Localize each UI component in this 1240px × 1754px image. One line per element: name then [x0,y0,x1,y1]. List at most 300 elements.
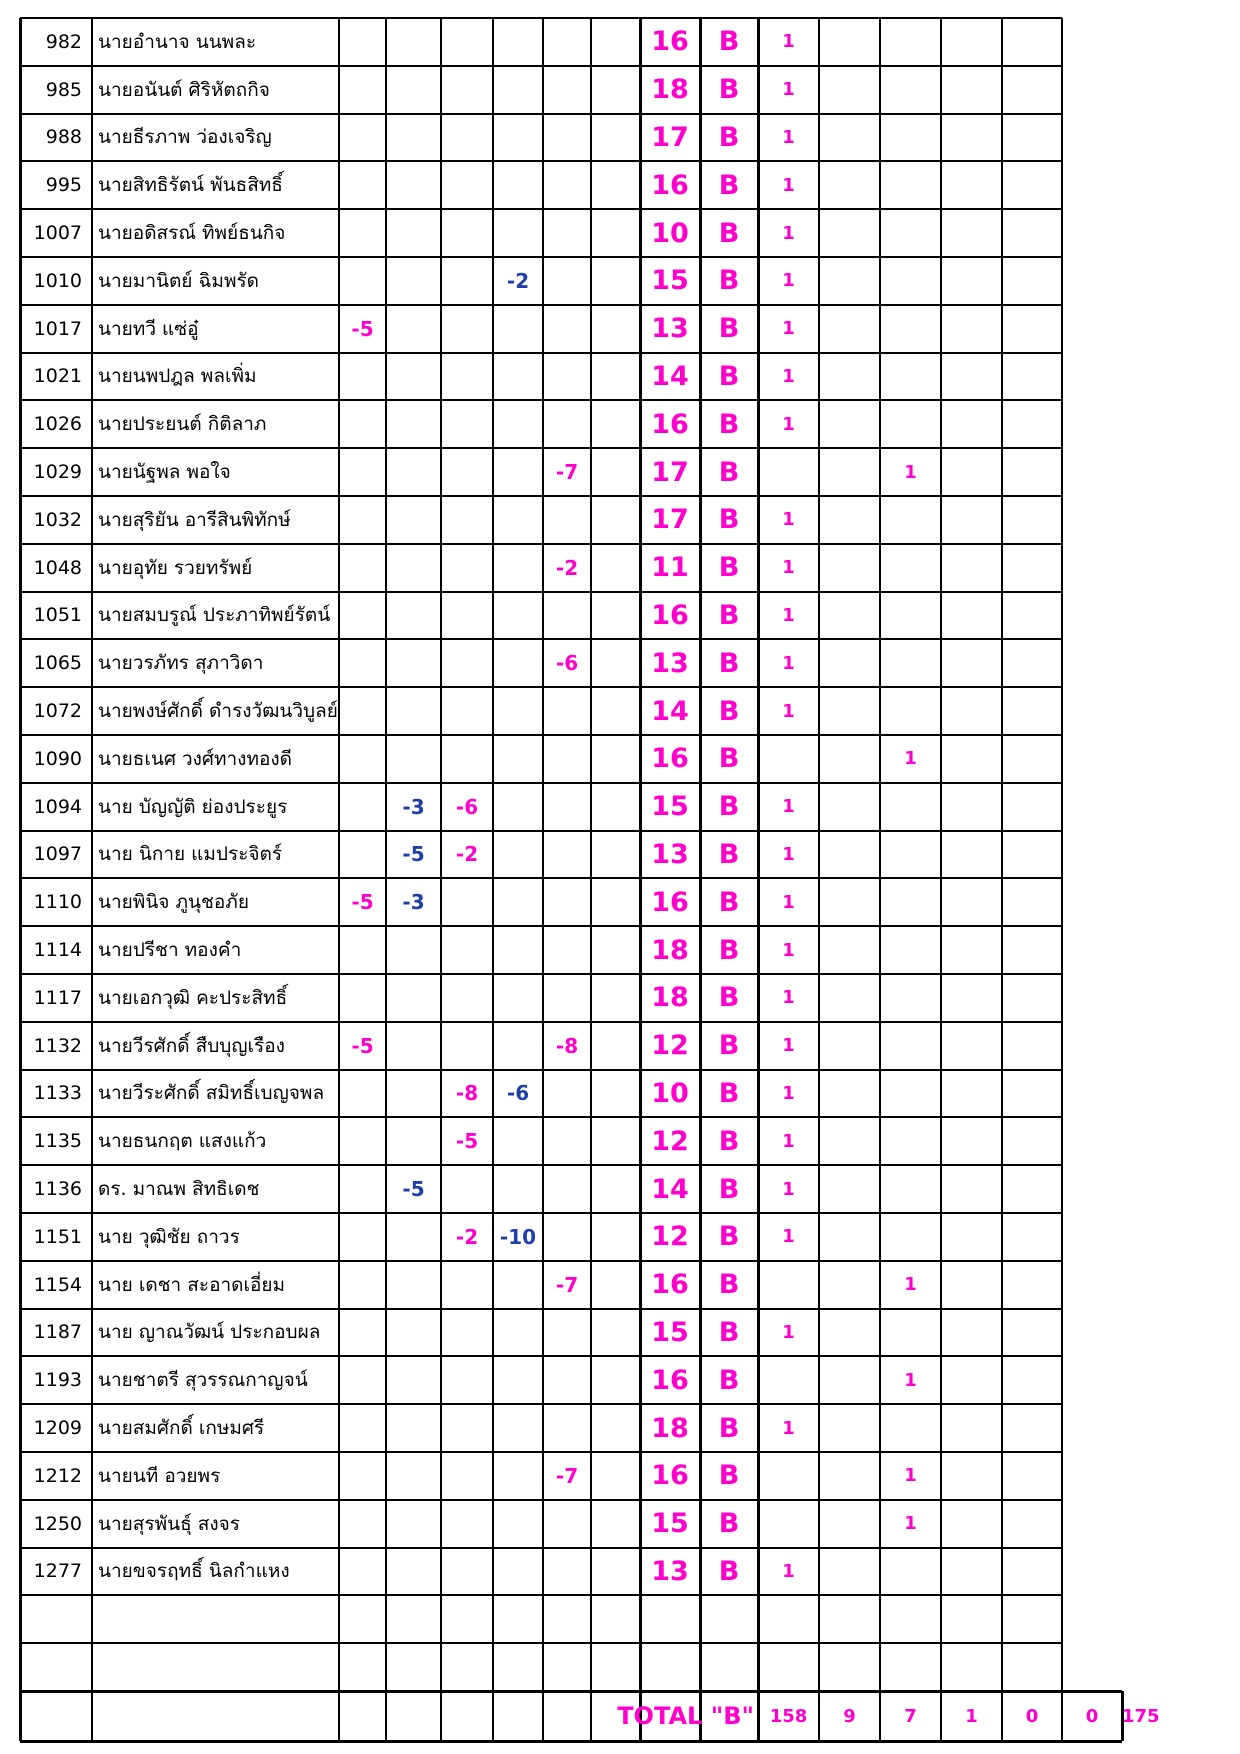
member-name: นายอุทัย รวยทรัพย์ [98,556,253,579]
count-cell: 1 [904,461,917,483]
grade-value: B [718,1508,740,1540]
deduction-cell [386,257,441,305]
count-cell [880,687,941,735]
score-value: 16 [651,599,689,631]
score-value: 17 [651,504,689,536]
deduction-cell [543,878,591,926]
deduction-cell [441,353,493,401]
deduction-cell [441,400,493,448]
score-value: 16 [651,1460,689,1492]
member-id: 1010 [33,269,82,292]
count-cell [941,209,1002,257]
grade-value: B [718,886,740,918]
count-cell [880,1213,941,1261]
count-cell [880,544,941,592]
deduction-cell [339,926,386,974]
count-cell: 1 [782,843,795,865]
deduction-cell [591,257,640,305]
member-name: นายเอกวุฒิ คะประสิทธิ์ [98,986,288,1009]
count-cell [758,735,819,783]
member-id: 1051 [33,604,82,627]
count-cell [819,209,880,257]
count-cell [880,18,941,66]
member-id: 1026 [33,413,82,436]
count-cell [1062,831,1122,879]
count-cell [1062,400,1122,448]
count-cell [1002,400,1062,448]
deduction-cell [493,639,543,687]
member-id [20,1595,92,1643]
score-value: 16 [651,1269,689,1301]
grade-value: B [718,360,740,392]
count-cell [941,353,1002,401]
deduction-cell [493,544,543,592]
count-cell [819,1643,880,1691]
score-value: 11 [651,552,689,584]
deduction-cell [493,1117,543,1165]
count-cell [941,161,1002,209]
count-cell [758,1643,819,1691]
score-value: 12 [651,1221,689,1253]
count-cell [819,544,880,592]
deduction-cell [339,783,386,831]
deduction-cell [339,257,386,305]
count-cell [880,257,941,305]
deduction-cell [493,831,543,879]
count-cell [1002,1548,1062,1596]
deduction-cell [339,544,386,592]
count-cell [1002,926,1062,974]
deduction-cell [493,974,543,1022]
score-value: 17 [651,121,689,153]
count-cell [1002,1070,1062,1118]
deduction-cell [386,592,441,640]
member-name: นายสมบรูณ์ ประภาทิพย์รัตน์ [98,604,331,627]
count-cell [1062,735,1122,783]
count-cell [941,639,1002,687]
deduction-cell [591,878,640,926]
deduction-cell [493,1261,543,1309]
count-cell [819,1261,880,1309]
count-cell [880,114,941,162]
deduction-cell [543,400,591,448]
count-cell [941,448,1002,496]
count-cell [880,1643,941,1691]
count-cell [880,831,941,879]
count-cell [1002,639,1062,687]
deduction-cell [591,1213,640,1261]
deduction-cell [493,687,543,735]
deduction-cell: -6 [555,651,579,676]
deduction-cell: -5 [351,1033,374,1058]
deduction-cell [493,1309,543,1357]
deduction-cell [339,831,386,879]
count-cell: 1 [782,509,795,531]
count-cell: 1 [782,652,795,674]
deduction-cell: -7 [555,1272,579,1297]
count-cell [941,544,1002,592]
deduction-cell [386,735,441,783]
count-cell [1062,1309,1122,1357]
deduction-cell [441,448,493,496]
member-id: 1193 [33,1369,82,1392]
count-cell [1062,496,1122,544]
deduction-cell [441,1261,493,1309]
deduction-cell [386,1452,441,1500]
count-cell [819,1213,880,1261]
deduction-cell [441,114,493,162]
score-value: 18 [651,1412,689,1444]
count-cell: 1 [782,270,795,292]
score-value: 15 [651,1316,689,1348]
grade-value: B [718,74,740,106]
deduction-cell [386,353,441,401]
member-id: 1212 [33,1464,82,1487]
score-value: 18 [651,982,689,1014]
count-cell [1062,1595,1122,1643]
count-cell [1062,1500,1122,1548]
deduction-cell [543,831,591,879]
member-id: 1007 [33,222,82,245]
deduction-cell [386,639,441,687]
count-cell [941,18,1002,66]
deduction-cell [386,448,441,496]
deduction-cell [339,735,386,783]
count-cell [1002,1500,1062,1548]
count-cell [1062,1261,1122,1309]
deduction-cell: -6 [455,794,479,819]
count-cell [1002,735,1062,783]
count-cell [1002,1452,1062,1500]
member-name: นายธีรภาพ ว่องเจริญ [98,126,272,149]
deduction-cell [441,592,493,640]
count-cell [819,831,880,879]
total-value: 9 [843,1705,856,1727]
count-cell [819,66,880,114]
count-cell [1002,878,1062,926]
count-cell [1002,114,1062,162]
count-cell [880,1165,941,1213]
count-cell [880,400,941,448]
deduction-cell [441,209,493,257]
deduction-cell [591,592,640,640]
member-id: 1029 [33,461,82,484]
score-value [640,1643,700,1691]
count-cell [819,639,880,687]
deduction-cell: -2 [555,555,579,580]
count-cell: 1 [782,79,795,101]
deduction-cell [493,783,543,831]
count-cell [880,783,941,831]
count-cell [1062,1643,1122,1691]
member-id: 985 [45,78,82,101]
count-cell [1002,783,1062,831]
count-cell [880,161,941,209]
deduction-cell [441,1452,493,1500]
deduction-cell [339,1500,386,1548]
deduction-cell: -8 [455,1081,479,1106]
deduction-cell [591,974,640,1022]
count-cell [941,926,1002,974]
member-name: นายธนกฤต แสงแก้ว [98,1130,267,1153]
count-cell [819,305,880,353]
count-cell [758,448,819,496]
grade-value: B [718,1173,740,1205]
member-name: นายอดิสรณ์ ทิพย์ธนกิจ [98,222,286,245]
deduction-cell [493,305,543,353]
count-cell [941,1500,1002,1548]
deduction-cell [386,926,441,974]
deduction-cell [339,1117,386,1165]
deduction-cell [441,496,493,544]
member-id: 1136 [33,1178,82,1201]
deduction-cell [543,1356,591,1404]
count-cell [1062,209,1122,257]
deduction-cell [591,1022,640,1070]
count-cell [941,1452,1002,1500]
member-name [92,1595,339,1643]
grade-value: B [718,1077,740,1109]
count-cell: 1 [782,318,795,340]
score-value: 16 [651,169,689,201]
member-name: นายชาตรี สุวรรณกาญจน์ [98,1369,308,1392]
count-cell [941,114,1002,162]
count-cell [880,878,941,926]
count-cell [819,1022,880,1070]
count-cell: 1 [904,748,917,770]
count-cell [819,1452,880,1500]
member-name: นาย บัญญัติ ย่องประยูร [98,795,288,818]
deduction-cell: -7 [555,460,579,485]
grade-value: B [718,1030,740,1062]
deduction-cell [493,18,543,66]
deduction-cell [386,1070,441,1118]
deduction-cell [386,66,441,114]
score-value: 15 [651,791,689,823]
score-value [640,1595,700,1643]
count-cell [941,592,1002,640]
deduction-cell [386,1643,441,1691]
deduction-cell [441,735,493,783]
grade-value: B [718,982,740,1014]
deduction-cell [591,1309,640,1357]
deduction-cell: -5 [402,1177,425,1202]
count-cell: 1 [782,413,795,435]
deduction-cell [339,1309,386,1357]
score-value: 16 [651,1364,689,1396]
member-name: นายขจรฤทธิ์ นิลกำแหง [98,1560,290,1583]
member-id: 1151 [33,1225,82,1248]
score-value: 17 [651,456,689,488]
count-cell: 1 [782,1082,795,1104]
deduction-cell [339,209,386,257]
count-cell [1062,639,1122,687]
score-value: 13 [651,838,689,870]
count-cell [1002,257,1062,305]
deduction-cell [591,1595,640,1643]
count-cell [941,1404,1002,1452]
count-cell: 1 [782,939,795,961]
deduction-cell: -5 [455,1129,479,1154]
member-name: นายอำนาจ นนพละ [98,30,257,53]
count-cell [1062,1404,1122,1452]
deduction-cell [493,209,543,257]
score-value: 16 [651,886,689,918]
count-cell [1062,974,1122,1022]
grade-value: B [718,1412,740,1444]
count-cell: 1 [782,1226,795,1248]
member-id: 988 [45,126,82,149]
count-cell [1002,1595,1062,1643]
score-value: 15 [651,265,689,297]
total-value: 175 [1122,1705,1160,1727]
deduction-cell [386,1022,441,1070]
deduction-cell [339,1356,386,1404]
deduction-cell: -3 [402,890,425,915]
deduction-cell: -2 [455,1224,479,1249]
count-cell [1062,257,1122,305]
deduction-cell [441,544,493,592]
grade-value: B [718,695,740,727]
count-cell [819,353,880,401]
member-id: 1135 [33,1130,82,1153]
count-cell [819,592,880,640]
deduction-cell [339,974,386,1022]
deduction-cell [441,878,493,926]
deduction-cell [339,1643,386,1691]
deduction-cell [386,687,441,735]
count-cell [819,257,880,305]
deduction-cell [493,926,543,974]
deduction-cell [339,1452,386,1500]
grade-value: B [718,1125,740,1157]
deduction-cell [543,1500,591,1548]
member-id: 995 [45,174,82,197]
deduction-cell [591,114,640,162]
grade-value: B [718,1269,740,1301]
deduction-cell [591,1643,640,1691]
count-cell: 1 [782,1321,795,1343]
count-cell [1002,66,1062,114]
member-id: 1132 [33,1034,82,1057]
member-id: 1154 [33,1273,82,1296]
count-cell [1062,1548,1122,1596]
count-cell [1062,926,1122,974]
count-cell [941,1643,1002,1691]
count-cell [880,66,941,114]
count-cell [1002,1261,1062,1309]
deduction-cell [543,1165,591,1213]
count-cell [880,639,941,687]
count-cell [941,687,1002,735]
deduction-cell [543,592,591,640]
count-cell [1002,18,1062,66]
count-cell [819,114,880,162]
member-name: นายนที อวยพร [98,1464,221,1487]
count-cell [819,1500,880,1548]
count-cell [1062,114,1122,162]
member-name: นายอนันต์ ศิริหัตถกิจ [98,78,270,101]
member-id: 1094 [33,795,82,818]
member-id: 1097 [33,843,82,866]
deduction-cell [386,974,441,1022]
count-cell [819,878,880,926]
grade-value: B [718,552,740,584]
total-value: 7 [904,1705,917,1727]
deduction-cell: -2 [506,268,530,293]
deduction-cell [441,305,493,353]
count-cell: 1 [904,1513,917,1535]
count-cell [880,1070,941,1118]
deduction-cell: -8 [555,1033,579,1058]
deduction-cell [339,1261,386,1309]
deduction-cell [339,1213,386,1261]
count-cell [819,496,880,544]
count-cell [1002,1117,1062,1165]
count-cell [880,1117,941,1165]
member-id: 1032 [33,508,82,531]
count-cell [941,1213,1002,1261]
count-cell [1002,1309,1062,1357]
score-value: 18 [651,934,689,966]
count-cell [1062,1213,1122,1261]
deduction-cell [441,687,493,735]
count-cell: 1 [782,222,795,244]
count-cell [941,305,1002,353]
count-cell [1062,592,1122,640]
deduction-cell [543,926,591,974]
count-cell [880,496,941,544]
deduction-cell [591,1500,640,1548]
deduction-cell [339,161,386,209]
deduction-cell [591,1548,640,1596]
deduction-cell [543,783,591,831]
count-cell [758,1261,819,1309]
deduction-cell [493,878,543,926]
count-cell [1002,1356,1062,1404]
count-cell [1062,1356,1122,1404]
grade-value: B [718,599,740,631]
member-id: 1090 [33,747,82,770]
member-name: นาย นิกาย แมประจิตร์ [98,843,283,866]
deduction-cell [441,926,493,974]
deduction-cell [386,544,441,592]
deduction-cell [543,305,591,353]
count-cell [1062,1070,1122,1118]
count-cell [819,1070,880,1118]
grade-value: B [718,456,740,488]
count-cell [941,66,1002,114]
deduction-cell [591,1165,640,1213]
total-value: 0 [1085,1705,1099,1727]
count-cell [819,1309,880,1357]
score-value: 13 [651,313,689,345]
deduction-cell [441,66,493,114]
count-cell [880,592,941,640]
count-cell [758,1500,819,1548]
deduction-cell [386,305,441,353]
deduction-cell [493,1500,543,1548]
grade-value: B [718,1555,740,1587]
member-id: 1065 [33,652,82,675]
grade-value: B [718,1316,740,1348]
deduction-cell: -7 [555,1463,579,1488]
deduction-cell [493,161,543,209]
deduction-cell [591,1452,640,1500]
count-cell [1062,1165,1122,1213]
count-cell: 1 [782,1035,795,1057]
deduction-cell [339,1165,386,1213]
